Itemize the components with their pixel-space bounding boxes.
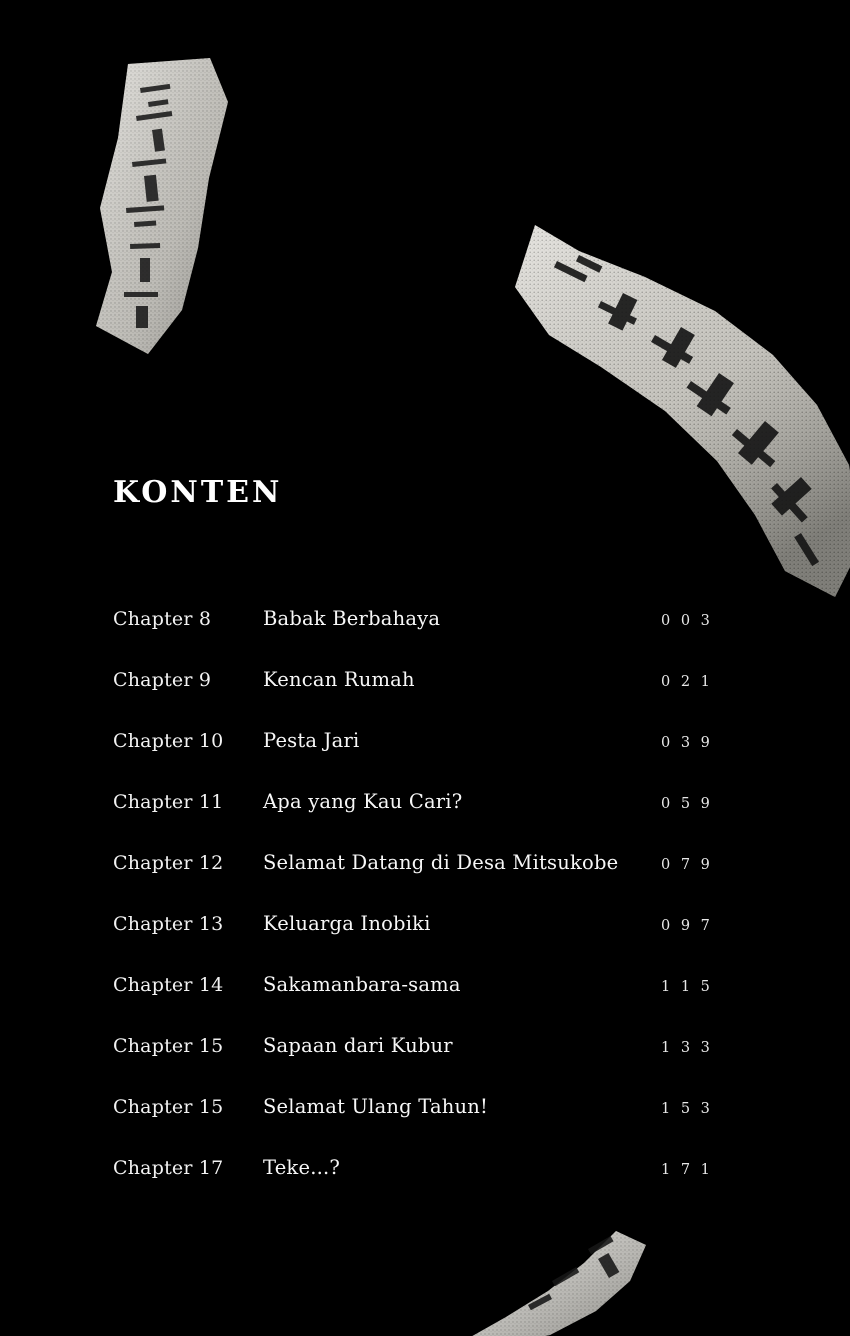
chapter-label: Chapter 9: [113, 669, 212, 691]
table-row[interactable]: [113, 790, 733, 851]
page-number: 0 5 9: [661, 796, 713, 812]
torn-talisman-paper-right-icon: [505, 215, 850, 605]
table-row[interactable]: [113, 668, 733, 729]
chapter-label: Chapter 10: [113, 730, 224, 752]
page-number: 0 2 1: [661, 674, 713, 690]
page-number: 1 3 3: [661, 1040, 713, 1056]
page-number: 0 0 3: [661, 613, 713, 629]
chapter-title: Selamat Datang di Desa Mitsukobe: [263, 851, 619, 874]
chapter-title: Babak Berbahaya: [263, 607, 441, 630]
table-row[interactable]: [113, 1095, 733, 1156]
page-number: 0 7 9: [661, 857, 713, 873]
chapter-label: Chapter 13: [113, 913, 224, 935]
table-row[interactable]: [113, 1034, 733, 1095]
table-row[interactable]: [113, 1156, 733, 1217]
chapter-label: Chapter 8: [113, 608, 212, 630]
page-number: 0 3 9: [661, 735, 713, 751]
chapter-label: Chapter 14: [113, 974, 224, 996]
chapter-label: Chapter 15: [113, 1096, 224, 1118]
page-number: 1 5 3: [661, 1101, 713, 1117]
table-row[interactable]: [113, 729, 733, 790]
table-row[interactable]: [113, 851, 733, 912]
table-row[interactable]: [113, 912, 733, 973]
chapter-title: Pesta Jari: [263, 729, 360, 752]
chapter-title: Keluarga Inobiki: [263, 912, 431, 935]
chapter-label: Chapter 12: [113, 852, 224, 874]
page-number: 1 7 1: [661, 1162, 713, 1178]
table-row[interactable]: [113, 973, 733, 1034]
chapter-title: Apa yang Kau Cari?: [263, 790, 463, 813]
page-number: 0 9 7: [661, 918, 713, 934]
table-of-contents: [113, 607, 733, 1217]
chapter-title: Sakamanbara-sama: [263, 973, 461, 996]
page-title: KONTEN: [113, 475, 283, 510]
chapter-title: Sapaan dari Kubur: [263, 1034, 453, 1057]
page-number: 1 1 5: [661, 979, 713, 995]
chapter-label: Chapter 17: [113, 1157, 224, 1179]
chapter-title: Selamat Ulang Tahun!: [263, 1095, 489, 1118]
chapter-title: Kencan Rumah: [263, 668, 415, 691]
chapter-title: Teke...?: [263, 1156, 341, 1179]
chapter-label: Chapter 15: [113, 1035, 224, 1057]
table-row[interactable]: [113, 607, 733, 668]
chapter-label: Chapter 11: [113, 791, 224, 813]
torn-talisman-paper-bottom-icon: [420, 1225, 650, 1336]
torn-talisman-paper-top-left-icon: [78, 58, 263, 358]
